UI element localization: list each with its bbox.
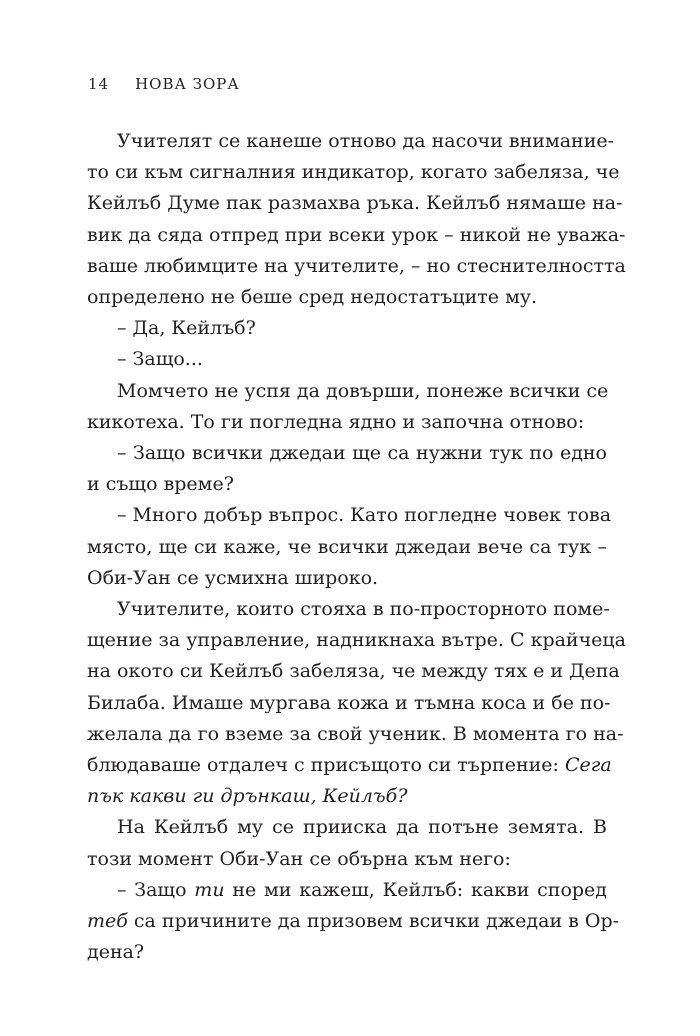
line-text: блюдаваше отдалеч с присъщото си търпение:: [87, 754, 559, 777]
line-text: вик да сяда отпред при всеки урок – никой не уважа-: [87, 223, 626, 246]
text-line: [87, 251, 626, 282]
line-text: – Защо...: [117, 348, 203, 371]
line-text: кикотеха. То ги погледна ядно и започна отново:: [87, 410, 585, 433]
text-line: [87, 875, 607, 906]
line-text: и също време?: [87, 473, 234, 496]
line-text: ваше любимците на учителите, – но стеснителността: [87, 254, 626, 277]
text-line: [87, 750, 612, 781]
line-text: щение за управление, надникнаха вътре. С крайчеца: [87, 629, 626, 652]
text-line: [87, 282, 607, 313]
text-line: [87, 407, 607, 438]
text-line: [87, 688, 611, 719]
line-text: на окото си Кейлъб забеляза, че между тях е и Депа: [87, 660, 620, 683]
line-text: Момчето не успя да довърши, понеже всички се: [117, 379, 609, 402]
text-line: [87, 656, 620, 687]
text-line: [87, 220, 626, 251]
page-number: 14: [88, 75, 110, 93]
text-line: [87, 313, 607, 344]
line-text: определено не беше сред недостатъците му.: [87, 286, 538, 309]
text-line: [87, 625, 626, 656]
running-header: [88, 75, 240, 93]
text-line: [87, 188, 623, 219]
line-text: Кейлъб Думе пак размахва ръка. Кейлъб нямаше на-: [87, 192, 623, 215]
text-line: [87, 469, 607, 500]
text-line: [87, 594, 610, 625]
line-text: – Защо: [117, 878, 187, 901]
line-text: На Кейлъб му се прииска да потъне земята. В: [117, 816, 607, 839]
italic-text: теб: [87, 910, 128, 933]
page-body-text: [87, 126, 626, 968]
line-text: Оби-Уан се усмихна широко.: [87, 566, 379, 589]
text-line: [87, 844, 607, 875]
text-line: [87, 344, 607, 375]
text-line: [87, 719, 624, 750]
text-line: [87, 376, 607, 407]
line-text: не ми кажеш, Кейлъб: какви според: [232, 878, 607, 901]
text-line: [87, 563, 607, 594]
line-text: – Защо всички джедаи ще са нужни тук по едно: [117, 442, 607, 465]
text-line: [87, 126, 615, 157]
text-line: [87, 812, 607, 843]
line-text: са причините да призовем всички джедаи в Ор-: [133, 910, 620, 933]
line-text: то си към сигналния индикатор, когато забеляза, че: [87, 161, 620, 184]
line-text: Учителят се канеше отново да насочи внимание-: [117, 130, 615, 152]
line-text: Учителите, които стояха в по-просторното поме-: [117, 598, 610, 621]
line-text: Билаба. Имаше мургава кожа и тъмна коса и бе по-: [87, 691, 611, 714]
italic-text: пък какви ги дрънкаш, Кейлъб?: [87, 785, 408, 808]
italic-text: Сега: [564, 754, 612, 777]
line-text: – Много добър въпрос. Като погледне човек това: [117, 504, 612, 527]
text-line: [87, 781, 607, 812]
text-line: [87, 937, 607, 968]
line-text: – Да, Кейлъб?: [117, 317, 256, 340]
text-line: [87, 500, 612, 531]
italic-text: ти: [194, 878, 225, 901]
text-line: [87, 157, 620, 188]
text-line: [87, 532, 607, 563]
line-text: място, ще си каже, че всички джедаи вече са тук –: [87, 535, 607, 558]
text-line: [87, 438, 607, 469]
text-line: [87, 906, 620, 937]
line-text: желала да го вземе за свой ученик. В момента го на-: [87, 722, 624, 745]
line-text: дена?: [87, 941, 145, 964]
line-text: този момент Оби-Уан се обърна към него:: [87, 847, 511, 870]
running-title: НОВА ЗОРА: [135, 75, 240, 93]
